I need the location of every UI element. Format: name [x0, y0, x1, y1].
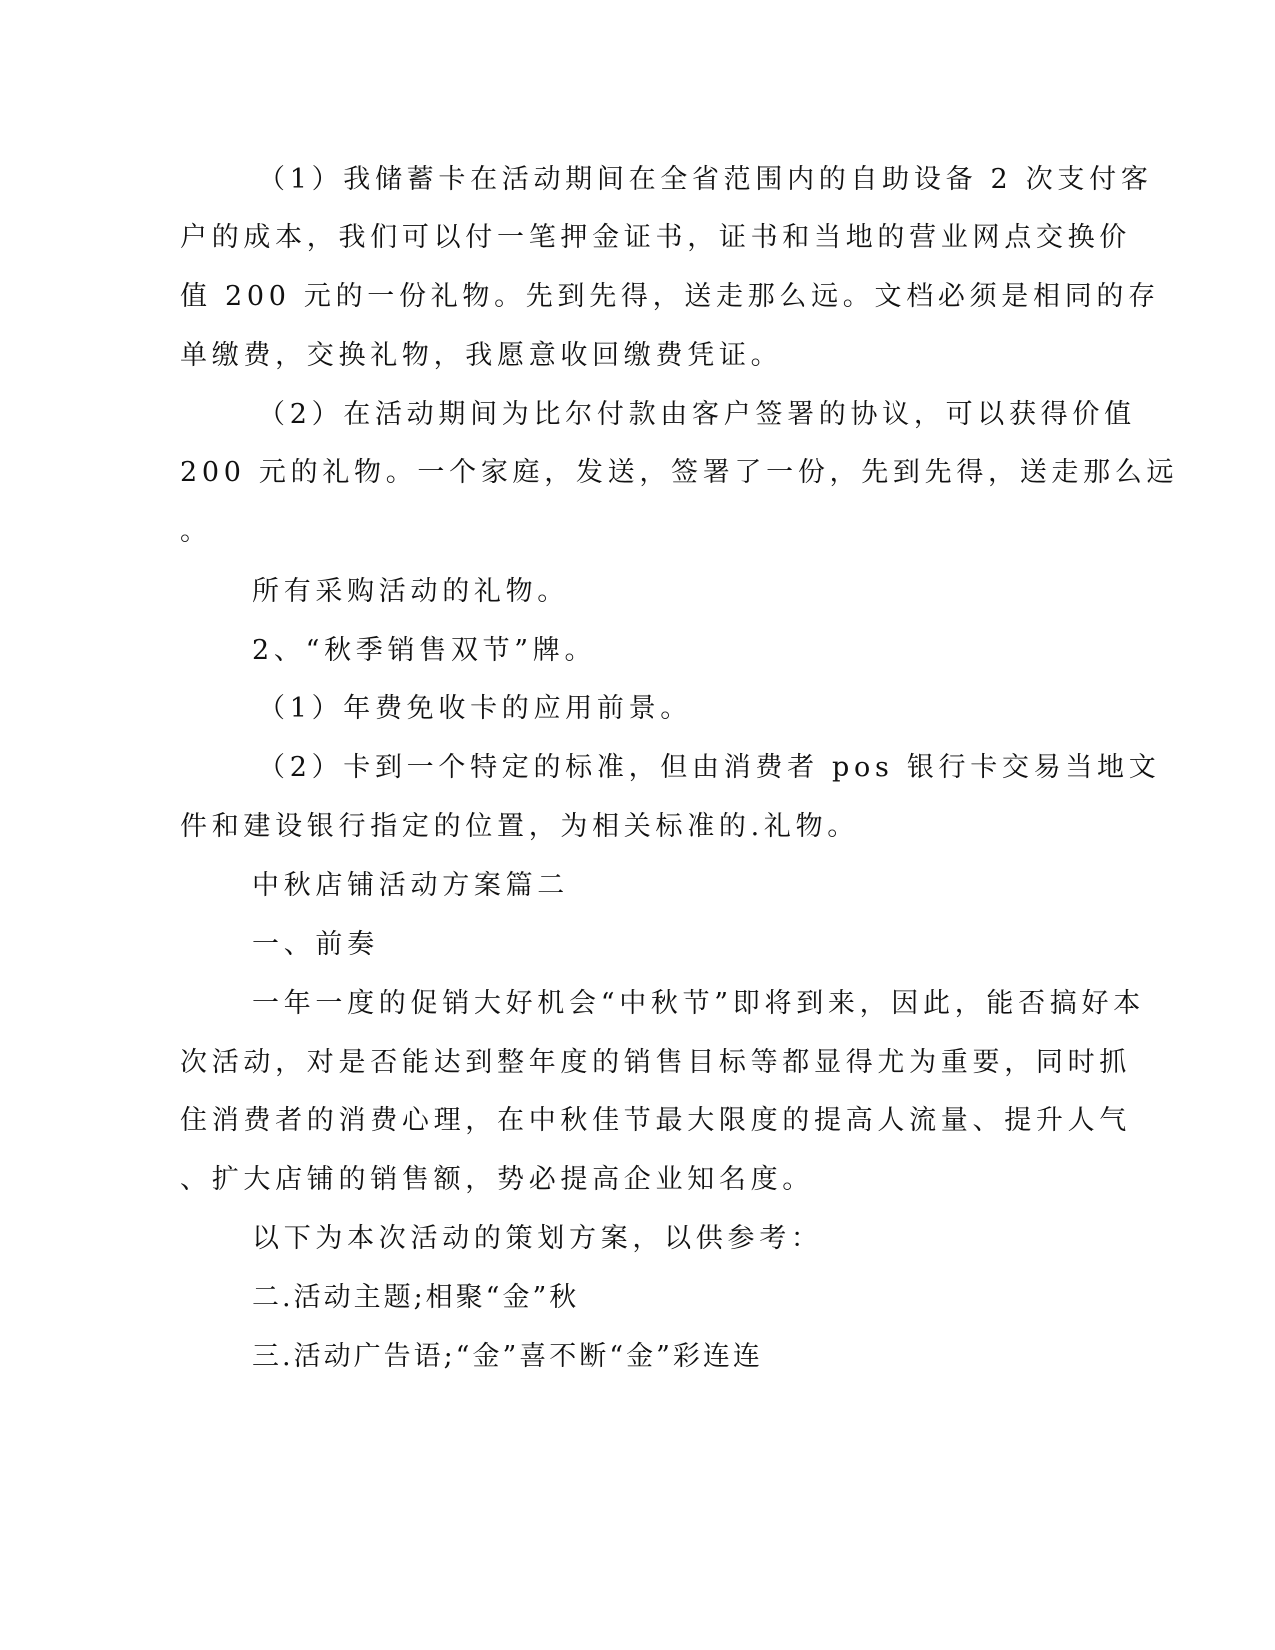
section-title: 中秋店铺活动方案篇二 [252, 870, 569, 901]
paragraph-line: 户的成本，我们可以付一笔押金证书，证书和当地的营业网点交换价 [180, 222, 1131, 253]
paragraph-line: 件和建设银行指定的位置，为相关标准的.礼物。 [180, 811, 859, 842]
paragraph-line: （2）卡到一个特定的标准，但由消费者 pos 银行卡交易当地文 [258, 752, 1161, 783]
paragraph-line: 单缴费，交换礼物，我愿意收回缴费凭证。 [180, 340, 783, 371]
paragraph-line: 值 200 元的一份礼物。先到先得，送走那么远。文档必须是相同的存 [180, 281, 1160, 312]
paragraph-line: 200 元的礼物。一个家庭，发送，签署了一份，先到先得，送走那么远 [180, 457, 1179, 488]
activity-slogan: 三.活动广告语;“金”喜不断“金”彩连连 [252, 1341, 763, 1372]
paragraph-line: 一年一度的促销大好机会“中秋节”即将到来，因此，能否搞好本 [252, 988, 1145, 1019]
paragraph-line: 。 [180, 516, 212, 547]
paragraph-line: 2、“秋季销售双节”牌。 [252, 635, 597, 666]
paragraph-line: （1）我储蓄卡在活动期间在全省范围内的自助设备 2 次支付客 [258, 164, 1153, 195]
paragraph-line: 次活动，对是否能达到整年度的销售目标等都显得尤为重要，同时抓 [180, 1047, 1131, 1078]
section-heading: 一、前奏 [252, 929, 379, 960]
paragraph-line: 住消费者的消费心理，在中秋佳节最大限度的提高人流量、提升人气 [180, 1105, 1131, 1136]
activity-theme: 二.活动主题;相聚“金”秋 [252, 1282, 580, 1313]
paragraph-line: （2）在活动期间为比尔付款由客户签署的协议，可以获得价值 [258, 399, 1136, 430]
paragraph-line: 、扩大店铺的销售额，势必提高企业知名度。 [180, 1164, 814, 1195]
paragraph-line: （1）年费免收卡的应用前景。 [258, 693, 692, 724]
paragraph-line: 所有采购活动的礼物。 [252, 576, 569, 607]
paragraph-line: 以下为本次活动的策划方案，以供参考： [252, 1223, 823, 1254]
